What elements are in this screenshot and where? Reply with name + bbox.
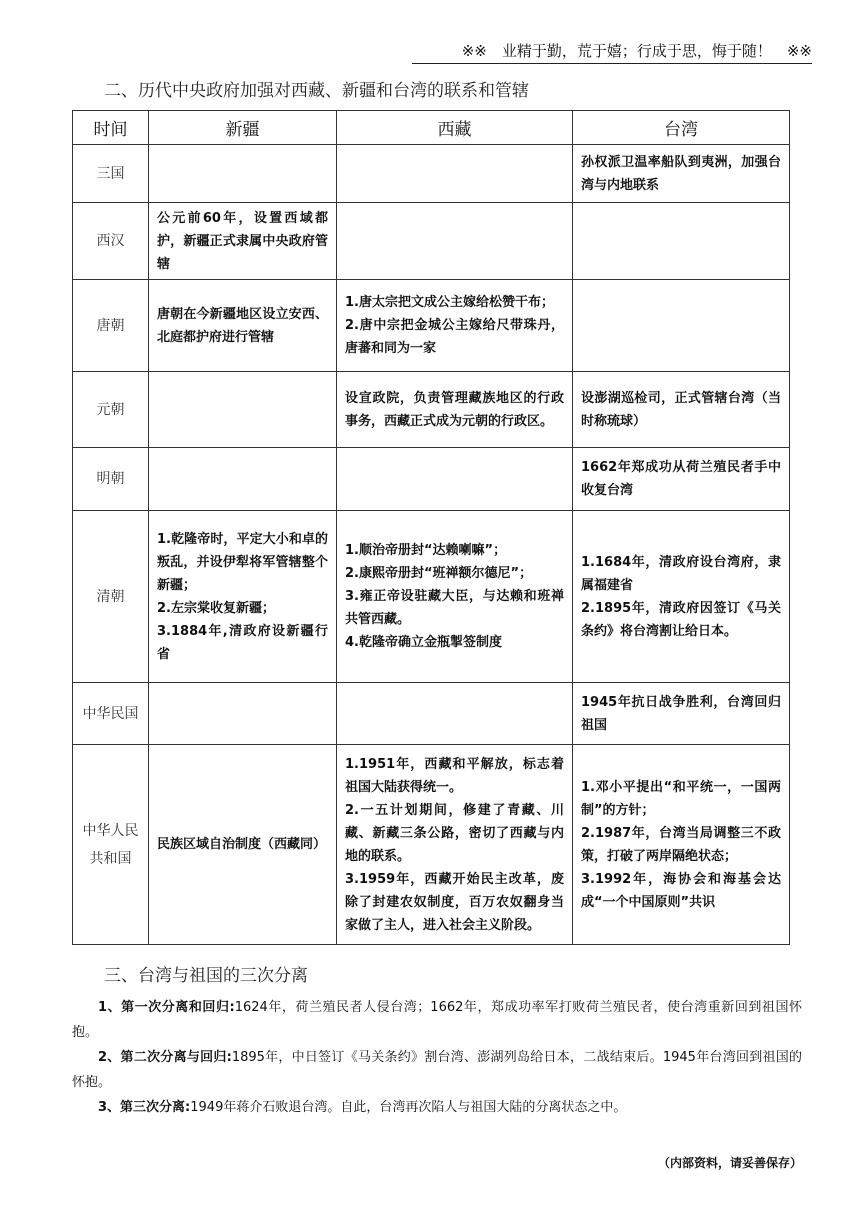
xizang-cell	[337, 203, 573, 280]
cell-line: 3.雍正帝设驻藏大臣，与达赖和班禅共管西藏。	[345, 589, 564, 627]
paragraph-text: 1895年，中日签订《马关条约》割台湾、澎湖列岛给日本，二战结束后。1945年台湾回到祖国的怀抱。	[72, 1050, 802, 1090]
era-cell: 中华民国	[73, 683, 149, 745]
cell-line: 3.1884年,清政府设新疆行省	[157, 623, 328, 662]
paragraph-third-separation	[72, 1095, 802, 1120]
section-3-title: 三、台湾与祖国的三次分离	[104, 966, 308, 986]
cell-line: 1.1951年，西藏和平解放，标志着祖国大陆获得统一。	[345, 756, 564, 795]
cell-line: 2.唐中宗把金城公主嫁给尺带珠丹，唐蕃和同为一家	[345, 318, 564, 356]
taiwan-cell	[573, 372, 790, 448]
paragraph-text: 1949年蒋介石败退台湾。自此，台湾再次陷人与祖国大陆的分离状态之中。	[190, 1100, 627, 1115]
cell-line: 3.1959年，西藏开始民主改革，废除了封建农奴制度，百万农奴翻身当家做了主人，进入社会主义阶段。	[345, 871, 564, 933]
paragraph-first-separation	[72, 995, 802, 1045]
xizang-cell	[337, 448, 573, 511]
xinjiang-cell	[149, 203, 337, 280]
column-header-taiwan: 台湾	[573, 111, 790, 145]
paragraph-second-separation	[72, 1045, 802, 1095]
paragraph-lead: 1、第一次分离和回归:	[98, 1000, 235, 1015]
paragraph-lead: 3、第三次分离:	[98, 1100, 191, 1115]
cell-line: 3.1992年，海协会和海基会达成“一个中国原则”共识	[581, 871, 781, 910]
xizang-cell	[337, 145, 573, 203]
table-row	[73, 683, 790, 745]
cell-line: 2.一五计划期间，修建了青藏、川藏、新藏三条公路，密切了西藏与内地的联系。	[345, 802, 564, 864]
cell-line: 2.1895年，清政府因签订《马关条约》将台湾割让给日本。	[581, 600, 781, 639]
cell-line: 1.邓小平提出“和平统一，一国两制”的方针；	[581, 779, 781, 818]
xizang-cell	[337, 745, 573, 945]
xinjiang-cell	[149, 448, 337, 511]
table-row	[73, 448, 790, 511]
table-row	[73, 511, 790, 683]
cell-line: 唐朝在今新疆地区设立安西、北庭都护府进行管辖	[157, 306, 328, 345]
paragraph-lead: 2、第二次分离与回归:	[98, 1050, 232, 1065]
taiwan-cell	[573, 745, 790, 945]
era-cell: 明朝	[73, 448, 149, 511]
era-cell: 元朝	[73, 372, 149, 448]
era-cell: 三国	[73, 145, 149, 203]
footer-note: （内部资料，请妥善保存）	[657, 1156, 802, 1170]
section-2-title: 二、历代中央政府加强对西藏、新疆和台湾的联系和管辖	[104, 81, 529, 101]
cell-line: 1.1684年，清政府设台湾府，隶属福建省	[581, 554, 781, 593]
taiwan-cell	[573, 203, 790, 280]
table-row	[73, 280, 790, 372]
xinjiang-cell	[149, 372, 337, 448]
table-header-row	[73, 111, 790, 145]
cell-line: 1.顺治帝册封“达赖喇嘛”；	[345, 543, 507, 558]
xizang-cell	[337, 280, 573, 372]
era-cell: 清朝	[73, 511, 149, 683]
xizang-cell	[337, 372, 573, 448]
paragraph-text: 1624年，荷兰殖民者人侵台湾；1662年，郑成功率军打败荷兰殖民者，使台湾重新回到祖国怀抱。	[72, 1000, 802, 1040]
table-row	[73, 372, 790, 448]
cell-line: 公元前60年，设置西域都护，新疆正式隶属中央政府管辖	[157, 210, 328, 272]
cell-line: 2.左宗棠收复新疆；	[157, 600, 275, 616]
column-header-xizang: 西藏	[337, 111, 573, 145]
xinjiang-cell	[149, 511, 337, 683]
xizang-cell	[337, 683, 573, 745]
history-table	[72, 110, 790, 945]
taiwan-cell	[573, 145, 790, 203]
xinjiang-cell	[149, 683, 337, 745]
header-motto: ※※ 业精于勤，荒于嬉；行成于思，悔于随！ ※※	[412, 40, 812, 64]
era-cell: 中华人民共和国	[73, 745, 149, 945]
xinjiang-cell	[149, 745, 337, 945]
table-row	[73, 203, 790, 280]
taiwan-cell	[573, 511, 790, 683]
xinjiang-cell	[149, 280, 337, 372]
column-header-xinjiang: 新疆	[149, 111, 337, 145]
era-cell: 唐朝	[73, 280, 149, 372]
cell-line: 1662年郑成功从荷兰殖民者手中收复台湾	[581, 460, 781, 498]
xinjiang-cell	[149, 145, 337, 203]
taiwan-cell	[573, 448, 790, 511]
cell-line: 孙权派卫温率船队到夷洲，加强台湾与内地联系	[581, 154, 781, 193]
cell-line: 4.乾隆帝确立金瓶掣签制度	[345, 635, 502, 650]
cell-line: 2.康熙帝册封“班禅额尔德尼”；	[345, 566, 533, 581]
cell-line: 民族区域自治制度（西藏同）	[157, 837, 327, 852]
table-row	[73, 745, 790, 945]
taiwan-cell	[573, 683, 790, 745]
table-row	[73, 145, 790, 203]
cell-line: 2.1987年，台湾当局调整三不政策，打破了两岸隔绝状态；	[581, 825, 781, 864]
cell-line: 1.乾隆帝时，平定大小和卓的叛乱，并设伊犁将军管辖整个新疆；	[157, 531, 328, 593]
taiwan-cell	[573, 280, 790, 372]
cell-line: 设澎湖巡检司，正式管辖台湾（当时称琉球）	[581, 390, 781, 429]
xizang-cell	[337, 511, 573, 683]
era-cell: 西汉	[73, 203, 149, 280]
cell-line: 设宣政院，负责管理藏族地区的行政事务，西藏正式成为元朝的行政区。	[345, 390, 564, 429]
cell-line: 1.唐太宗把文成公主嫁给松赞干布；	[345, 295, 554, 310]
column-header-time: 时间	[73, 111, 149, 145]
cell-line: 1945年抗日战争胜利，台湾回归祖国	[581, 694, 781, 733]
